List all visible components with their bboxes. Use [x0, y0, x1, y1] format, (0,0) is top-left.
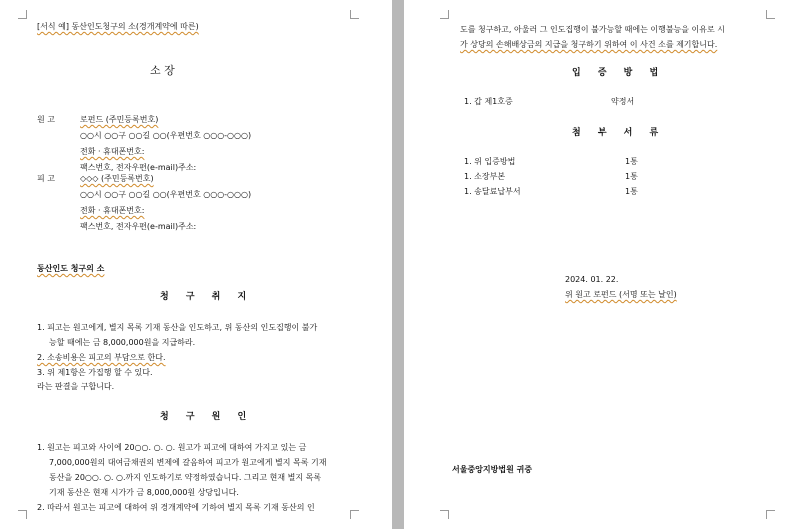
- attachment-label: 1. 위 입증방법: [464, 157, 516, 166]
- plaintiff-address: ○○시 ○○구 ○○길 ○○(우편번호 ○○○-○○○): [80, 131, 252, 140]
- crop-mark: [766, 510, 775, 519]
- document-title: 소 장: [150, 64, 175, 77]
- defendant-address: ○○시 ○○구 ○○길 ○○(우편번호 ○○○-○○○): [80, 190, 252, 199]
- attachment-qty: 1통: [625, 172, 638, 181]
- evidence-item: 1. 갑 제1호증: [464, 97, 513, 106]
- form-header: [서식 예] 동산인도청구의 소(경개계약에 따른): [37, 22, 199, 31]
- crop-mark: [18, 10, 27, 19]
- claim-cause-line: 동산을 20○○. ○. ○.까지 인도하기로 약정하였습니다. 그리고 현재 별지 목록: [49, 473, 322, 482]
- defendant-phone: 전화 · 휴대폰번호:: [80, 206, 145, 215]
- plaintiff-fax-email: 팩스번호, 전자우편(e-mail)주소:: [80, 163, 197, 172]
- defendant-fax-email: 팩스번호, 전자우편(e-mail)주소:: [80, 222, 197, 231]
- crop-mark: [440, 10, 449, 19]
- crop-mark: [18, 510, 27, 519]
- evidence-heading: 입 증 방 법: [572, 68, 666, 78]
- claim-cause-line: 2. 따라서 원고는 피고에 대하여 위 경개계약에 기하여 별지 목록 기재 동산의 인: [37, 503, 315, 512]
- claim-purpose-line: 1. 피고는 원고에게, 별지 목록 기재 동산을 인도하고, 위 동산의 인도집행이 불가: [37, 323, 318, 332]
- claim-purpose-line: 라는 판결을 구합니다.: [37, 382, 115, 391]
- claim-purpose-line: 2. 소송비용은 피고의 부담으로 한다.: [37, 353, 166, 362]
- claim-purpose-line: 능할 때에는 금 8,000,000원을 지급하라.: [49, 338, 196, 347]
- continued-line: 가 상당의 손해배상금의 지급을 청구하기 위하여 이 사건 소를 제기합니다.: [460, 40, 718, 49]
- crop-mark: [440, 510, 449, 519]
- attachment-qty: 1통: [625, 187, 638, 196]
- page-gap: [392, 0, 404, 529]
- court-name: 서울중앙지방법원 귀중: [452, 465, 533, 474]
- claim-purpose-heading: 청 구 취 지: [160, 292, 254, 302]
- defendant-label: 피 고: [37, 174, 55, 183]
- claim-purpose-line: 3. 위 제1항은 가집행 할 수 있다.: [37, 368, 153, 377]
- document-page-1[interactable]: [0, 0, 392, 529]
- plaintiff-phone: 전화 · 휴대폰번호:: [80, 147, 145, 156]
- defendant-name: ◇◇◇ (주민등록번호): [80, 174, 154, 183]
- attachments-heading: 첨 부 서 류: [572, 128, 666, 138]
- signature-line: 위 원고 로펀드 (서명 또는 날인): [565, 290, 677, 299]
- claim-cause-line: 1. 원고는 피고와 사이에 20○○. ○. ○. 원고가 피고에 대하여 가지고 있는 금: [37, 443, 307, 452]
- claim-cause-line: 기재 동산은 현재 시가가 금 8,000,000원 상당입니다.: [49, 488, 239, 497]
- evidence-item-desc: 약정서: [611, 97, 635, 106]
- document-page-2[interactable]: [404, 0, 800, 529]
- claim-cause-line: 7,000,000원의 대여금채권의 변제에 갈음하여 피고가 원고에게 별지 목록 기재: [49, 458, 327, 467]
- continued-line: 도를 청구하고, 아울러 그 인도집행이 불가능할 때에는 이행불능을 이유로 시: [460, 25, 725, 34]
- crop-mark: [766, 10, 775, 19]
- plaintiff-name: 로펀드 (주민등록번호): [80, 115, 159, 124]
- plaintiff-label: 원 고: [37, 115, 55, 124]
- claim-cause-heading: 청 구 원 인: [160, 412, 254, 422]
- attachment-label: 1. 송달료납부서: [464, 187, 521, 196]
- attachment-label: 1. 소장부본: [464, 172, 506, 181]
- case-name: 동산인도 청구의 소: [37, 264, 105, 273]
- crop-mark: [350, 510, 359, 519]
- filing-date: 2024. 01. 22.: [565, 275, 619, 284]
- attachment-qty: 1통: [625, 157, 638, 166]
- crop-mark: [350, 10, 359, 19]
